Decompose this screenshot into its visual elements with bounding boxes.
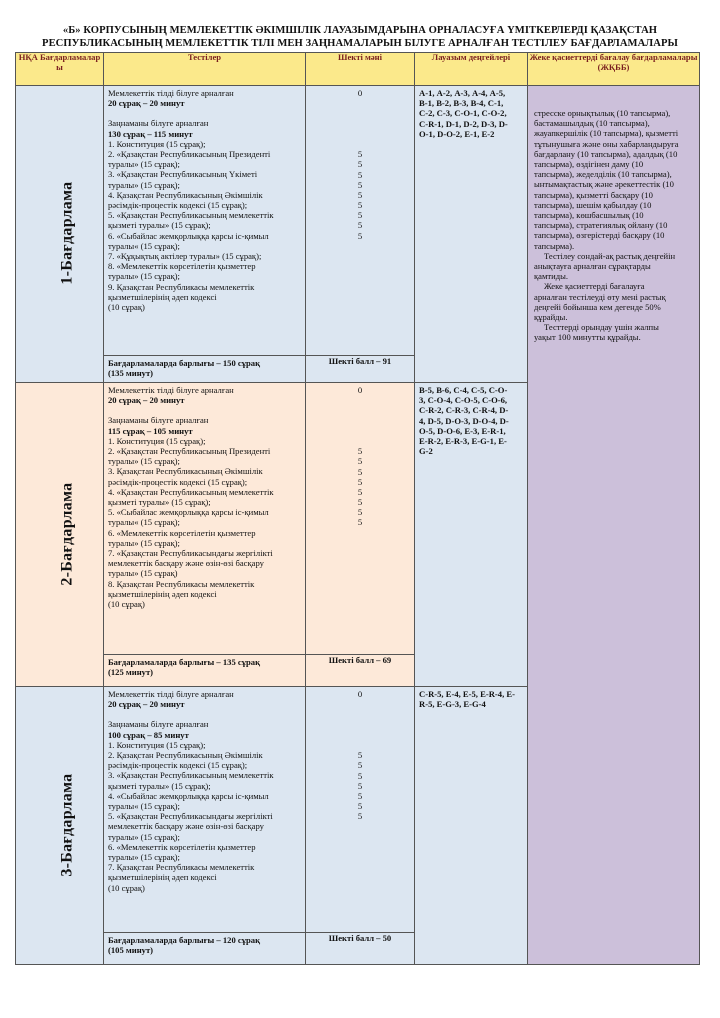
level-line: G-2 [419, 446, 433, 457]
test-line [108, 709, 301, 719]
program-3-total-score: Шекті балл – 50 [306, 933, 415, 965]
test-line: 5. «Қазақстан Республикасының мемлекеттік [108, 210, 274, 221]
score-value [306, 720, 414, 730]
score-value: 5 [357, 210, 363, 221]
program-2-total-score: Шекті балл – 69 [306, 655, 415, 687]
assessment-line: тапсырма). [534, 240, 575, 251]
test-line: (10 сұрақ) [108, 302, 145, 313]
assessment-cell [528, 86, 700, 965]
program-1-total-score: Шекті балл – 91 [306, 356, 415, 383]
program-1-scores [306, 86, 415, 356]
test-line: 4. «Сыбайлас жемқорлыққа қарсы іс-қимыл [108, 790, 269, 801]
assessment-line: стресске орнықтылық (10 тапсырма), [534, 108, 671, 118]
test-line: Заңнаманы білуге арналған [108, 415, 209, 426]
program-3-scores [306, 687, 415, 933]
program-2-label-cell [16, 383, 104, 687]
level-line: 4, D-5, D-О-3, D-О-4, D- [419, 415, 509, 426]
score-value: 5 [357, 220, 363, 231]
test-line: туралы» (15 сұрақ); [108, 179, 180, 190]
test-line: 20 сұрақ – 20 минут [108, 395, 185, 406]
test-line: Заңнаманы білуге арналған [108, 118, 209, 129]
program-1-row [16, 86, 700, 356]
score-value: 0 [357, 689, 363, 699]
test-line: 4. «Қазақстан Республикасының мемлекеттік [108, 486, 274, 497]
test-line: 100 сұрақ – 85 минут [108, 729, 189, 740]
score-value: 5 [357, 517, 363, 528]
score-value [306, 98, 414, 108]
test-line: мемлекеттік басқару және өзін-өзі басқару [108, 558, 264, 569]
level-line: С-2, С-3, С-О-1, С-О-2, [419, 108, 507, 119]
score-value: 5 [357, 446, 363, 457]
score-value [306, 119, 414, 129]
program-1-label-cell [16, 86, 104, 383]
header-program: НҚА Бағдарламалар ы [16, 53, 104, 86]
program-2-tests [104, 383, 306, 655]
test-line: 9. Қазақстан Республикасы мемлекеттік [108, 281, 255, 292]
score-value: 5 [357, 801, 363, 812]
score-value [306, 395, 414, 405]
score-value: 0 [357, 385, 363, 395]
level-line: С-R-5, Е-4, Е-5, Е-R-4, Е- [419, 689, 515, 699]
test-line: туралы» (15 сұрақ) [108, 568, 178, 579]
header-threshold: Шекті мәні [306, 53, 415, 86]
test-line: 4. Қазақстан Республикасының Әкімшілік [108, 189, 263, 200]
table-header-row [16, 53, 700, 86]
score-value: 5 [357, 230, 363, 241]
level-line: В-5, В-6, С-4, С-5, С-О- [419, 385, 508, 395]
test-line: 6. «Сыбайлас жемқорлыққа қарсы іс-қимыл [108, 230, 269, 241]
assessment-line: тұтынушыға және оны хабарландыруға [534, 138, 679, 149]
test-line: (10 сұрақ) [108, 599, 145, 610]
test-line: рәсімдік-процестік кодексі (15 сұрақ); [108, 760, 248, 771]
program-2-levels [415, 383, 528, 687]
test-line: 8. «Мемлекеттік көрсетілетін қызметтер [108, 261, 256, 272]
score-value [306, 426, 414, 436]
assessment-line: тапсырма), өзгерістерді басқару (10 [534, 230, 665, 241]
assessment-line: тапсырма), шешім қабылдау (10 [534, 199, 652, 210]
test-line [108, 108, 301, 118]
assessment-line: анықтауға арналған сұрақтарды [534, 261, 651, 272]
test-line: қызметшілерінің әдеп кодексі [108, 588, 217, 599]
assessment-line: қамтиды. [534, 271, 569, 282]
test-line: 2. «Қазақстан Республикасының Президенті [108, 446, 271, 457]
test-line: 20 сұрақ – 20 минут [108, 699, 185, 710]
score-value: 5 [357, 159, 363, 170]
test-line: 2. «Қазақстан Республикасының Президенті [108, 149, 271, 160]
score-value [306, 740, 414, 750]
program-1-label: 1-Бағдарлама [58, 181, 76, 286]
test-line: туралы» (15 сұрақ); [108, 456, 180, 467]
score-value [306, 436, 414, 446]
test-line: туралы« (15 сұрақ); [108, 240, 180, 251]
score-value: 5 [357, 486, 363, 497]
test-line: 115 сұрақ – 105 минут [108, 425, 193, 436]
test-line [108, 405, 301, 415]
program-1-tests [104, 86, 306, 356]
test-line: қызметі туралы» (15 сұрақ); [108, 780, 211, 791]
score-value: 5 [357, 790, 363, 801]
score-value: 5 [357, 750, 363, 761]
test-line: 6. «Мемлекеттік көрсетілетін қызметтер [108, 527, 256, 538]
assessment-line: уақыт 100 минутты құрайды. [534, 332, 641, 343]
program-1-levels [415, 86, 528, 383]
score-value: 0 [357, 88, 363, 98]
assessment-line: тапсырма), қызметті басқару (10 [534, 189, 653, 200]
level-line: 3, С-О-4, С-О-5, С-О-6, [419, 395, 508, 406]
test-line: 7. Қазақстан Республикасы мемлекеттік [108, 862, 255, 873]
score-value [306, 416, 414, 426]
assessment-line: Тестілеу сондай-ақ растық деңгейін [544, 250, 676, 261]
test-line: Мемлекеттік тілді білуге арналған [108, 385, 234, 395]
score-value [306, 129, 414, 139]
score-value [306, 730, 414, 740]
assessment-line: тапсырма), жеделділік (10 тапсырма), [534, 169, 672, 180]
test-line: 3. «Қазақстан Республикасының мемлекеттік [108, 770, 274, 781]
level-line: О-5, D-О-6, Е-3, Е-R-1, [419, 425, 506, 436]
assessment-line: құрайды. [534, 312, 568, 323]
score-value: 5 [357, 770, 363, 781]
test-line: 8. Қазақстан Республикасы мемлекеттік [108, 578, 255, 589]
test-line: 2. Қазақстан Республикасының Әкімшілік [108, 750, 263, 761]
test-line: 3. «Қазақстан Республикасының Үкіметі [108, 169, 258, 180]
program-1-total-text: Бағдарламаларда барлығы – 150 сұрақ (135 минут) [104, 356, 306, 383]
score-value: 5 [357, 189, 363, 200]
level-line: О-1, D-О-2, Е-1, Е-2 [419, 128, 495, 139]
test-line: рәсімдік-процестік кодексі (15 сұрақ); [108, 476, 248, 487]
test-line: туралы» (15 сұрақ); [108, 852, 180, 863]
test-line: 3. Қазақстан Республикасының Әкімшілік [108, 466, 263, 477]
score-value: 5 [357, 497, 363, 508]
score-value: 5 [357, 780, 363, 791]
test-line: (10 сұрақ) [108, 882, 145, 893]
header-assessment: Жеке қасиеттерді бағалау бағдарламалары (ЖҚББ) [528, 53, 700, 86]
level-line: В-1, В-2, В-3, В-4, С-1, [419, 98, 504, 109]
test-line: қызметшілерінің әдеп кодексі [108, 291, 217, 302]
test-line: 1. Конституция (15 сұрақ); [108, 435, 206, 446]
assessment-line: арналған тестілеуді өту мені растық [534, 291, 666, 302]
test-line: Заңнаманы білуге арналған [108, 719, 209, 730]
score-value [306, 108, 414, 118]
test-line: туралы« (15 сұрақ); [108, 517, 180, 528]
test-line: 5. «Қазақстан Республикасындағы жергілікті [108, 811, 273, 822]
assessment-line: жауапкершілік (10 тапсырма), қызметті [534, 128, 679, 139]
score-value: 5 [357, 476, 363, 487]
test-line: туралы» (15 сұрақ); [108, 537, 180, 548]
assessment-line: бағдарлану (10 тапсырма), адалдық (10 [534, 148, 678, 159]
test-line: 130 сұрақ – 115 минут [108, 128, 193, 139]
program-2-total-text: Бағдарламаларда барлығы – 135 сұрақ (125 минут) [104, 655, 306, 687]
test-line: 1. Конституция (15 сұрақ); [108, 739, 206, 750]
score-value: 5 [357, 760, 363, 771]
test-line: туралы» (15 сұрақ); [108, 271, 180, 282]
score-value: 5 [357, 200, 363, 211]
title-line-2: РЕСПУБЛИКАСЫНЫҢ МЕМЛЕКЕТТІК ТІЛІ МЕН ЗАҢНАМАЛАРЫН БІЛУГЕ АРНАЛҒАН ТЕСТІЛЕУ БАҒДАРЛАМАЛАРЫ [42, 38, 678, 49]
level-line: С-R-1, D-1, D-2, D-3, D- [419, 118, 508, 129]
score-value: 5 [357, 149, 363, 160]
assessment-line: тапсырма), өздігінен даму (10 [534, 159, 644, 170]
program-2-scores [306, 383, 415, 655]
program-3-tests [104, 687, 306, 933]
score-value: 5 [357, 169, 363, 180]
programs-table [15, 52, 700, 965]
header-levels: Лауазым деңгейлері [415, 53, 528, 86]
test-line: 7. «Құқықтық актілер туралы» (15 сұрақ); [108, 251, 262, 262]
test-line: қызметі туралы» (15 сұрақ); [108, 497, 211, 508]
assessment-line: бастамашылдық (10 тапсырма), [534, 118, 650, 129]
test-line: рәсімдік-процестік кодексі (15 сұрақ); [108, 200, 248, 211]
assessment-line: тапсырма), стратегиялық ойлану (10 [534, 220, 668, 231]
test-line: туралы« (15 сұрақ); [108, 801, 180, 812]
test-line: 5. «Сыбайлас жемқорлыққа қарсы іс-қимыл [108, 507, 269, 518]
test-line: 6. «Мемлекеттік көрсетілетін қызметтер [108, 841, 256, 852]
test-line: Мемлекеттік тілді білуге арналған [108, 88, 234, 98]
score-value [306, 699, 414, 709]
test-line: қызметі туралы» (15 сұрақ); [108, 220, 211, 231]
level-line: С-R-2, С-R-3, С-R-4, D- [419, 405, 509, 416]
test-line: қызметшілерінің әдеп кодексі [108, 872, 217, 883]
score-value [306, 709, 414, 719]
document-title [10, 24, 710, 50]
test-line: 7. «Қазақстан Республикасындағы жергілікті [108, 548, 273, 559]
score-value: 5 [357, 466, 363, 477]
program-2-label: 2-Бағдарлама [58, 482, 76, 586]
score-value [306, 405, 414, 415]
level-line: Е-R-2, Е-R-3, Е-G-1, Е- [419, 436, 507, 447]
score-value [306, 139, 414, 149]
assessment-line: ынтымақтастық және әрекеттестік (10 [534, 179, 674, 190]
test-line: туралы» (15 сұрақ); [108, 159, 180, 170]
assessment-line: Жеке қасиеттерді бағалауға [544, 281, 645, 292]
header-tests: Тестілер [104, 53, 306, 86]
score-value: 5 [357, 507, 363, 518]
program-3-total-text: Бағдарламаларда барлығы – 120 сұрақ (105 минут) [104, 933, 306, 965]
test-line: 1. Конституция (15 сұрақ); [108, 138, 206, 149]
level-line: R-5, Е-G-3, Е-G-4 [419, 699, 486, 710]
score-value: 5 [357, 811, 363, 822]
level-line: А-1, А-2, А-3, А-4, А-5, [419, 88, 506, 98]
test-line: туралы» (15 сұрақ); [108, 831, 180, 842]
program-3-levels [415, 687, 528, 965]
assessment-line: тапсырма), көшбасшылық (10 [534, 210, 644, 221]
score-value: 5 [357, 179, 363, 190]
test-line: 20 сұрақ – 20 минут [108, 98, 185, 109]
program-3-label: 3-Бағдарлама [58, 773, 76, 877]
test-line: мемлекеттік басқару және өзін-өзі басқару [108, 821, 264, 832]
assessment-line: деңгейі бойынша кем дегенде 50% [534, 301, 661, 312]
test-line: Мемлекеттік тілді білуге арналған [108, 689, 234, 699]
assessment-line: Тесттерді орындау үшін жалпы [544, 322, 659, 333]
program-3-label-cell [16, 687, 104, 965]
title-line-1: «Б» КОРПУСЫНЫҢ МЕМЛЕКЕТТІК ӘКІМШІЛІК ЛАУАЗЫМДАРЫНА ОРНАЛАСУҒА ҮМІТКЕРЛЕРДІ ҚАЗАҚСТАН [62, 25, 658, 36]
score-value: 5 [357, 456, 363, 467]
